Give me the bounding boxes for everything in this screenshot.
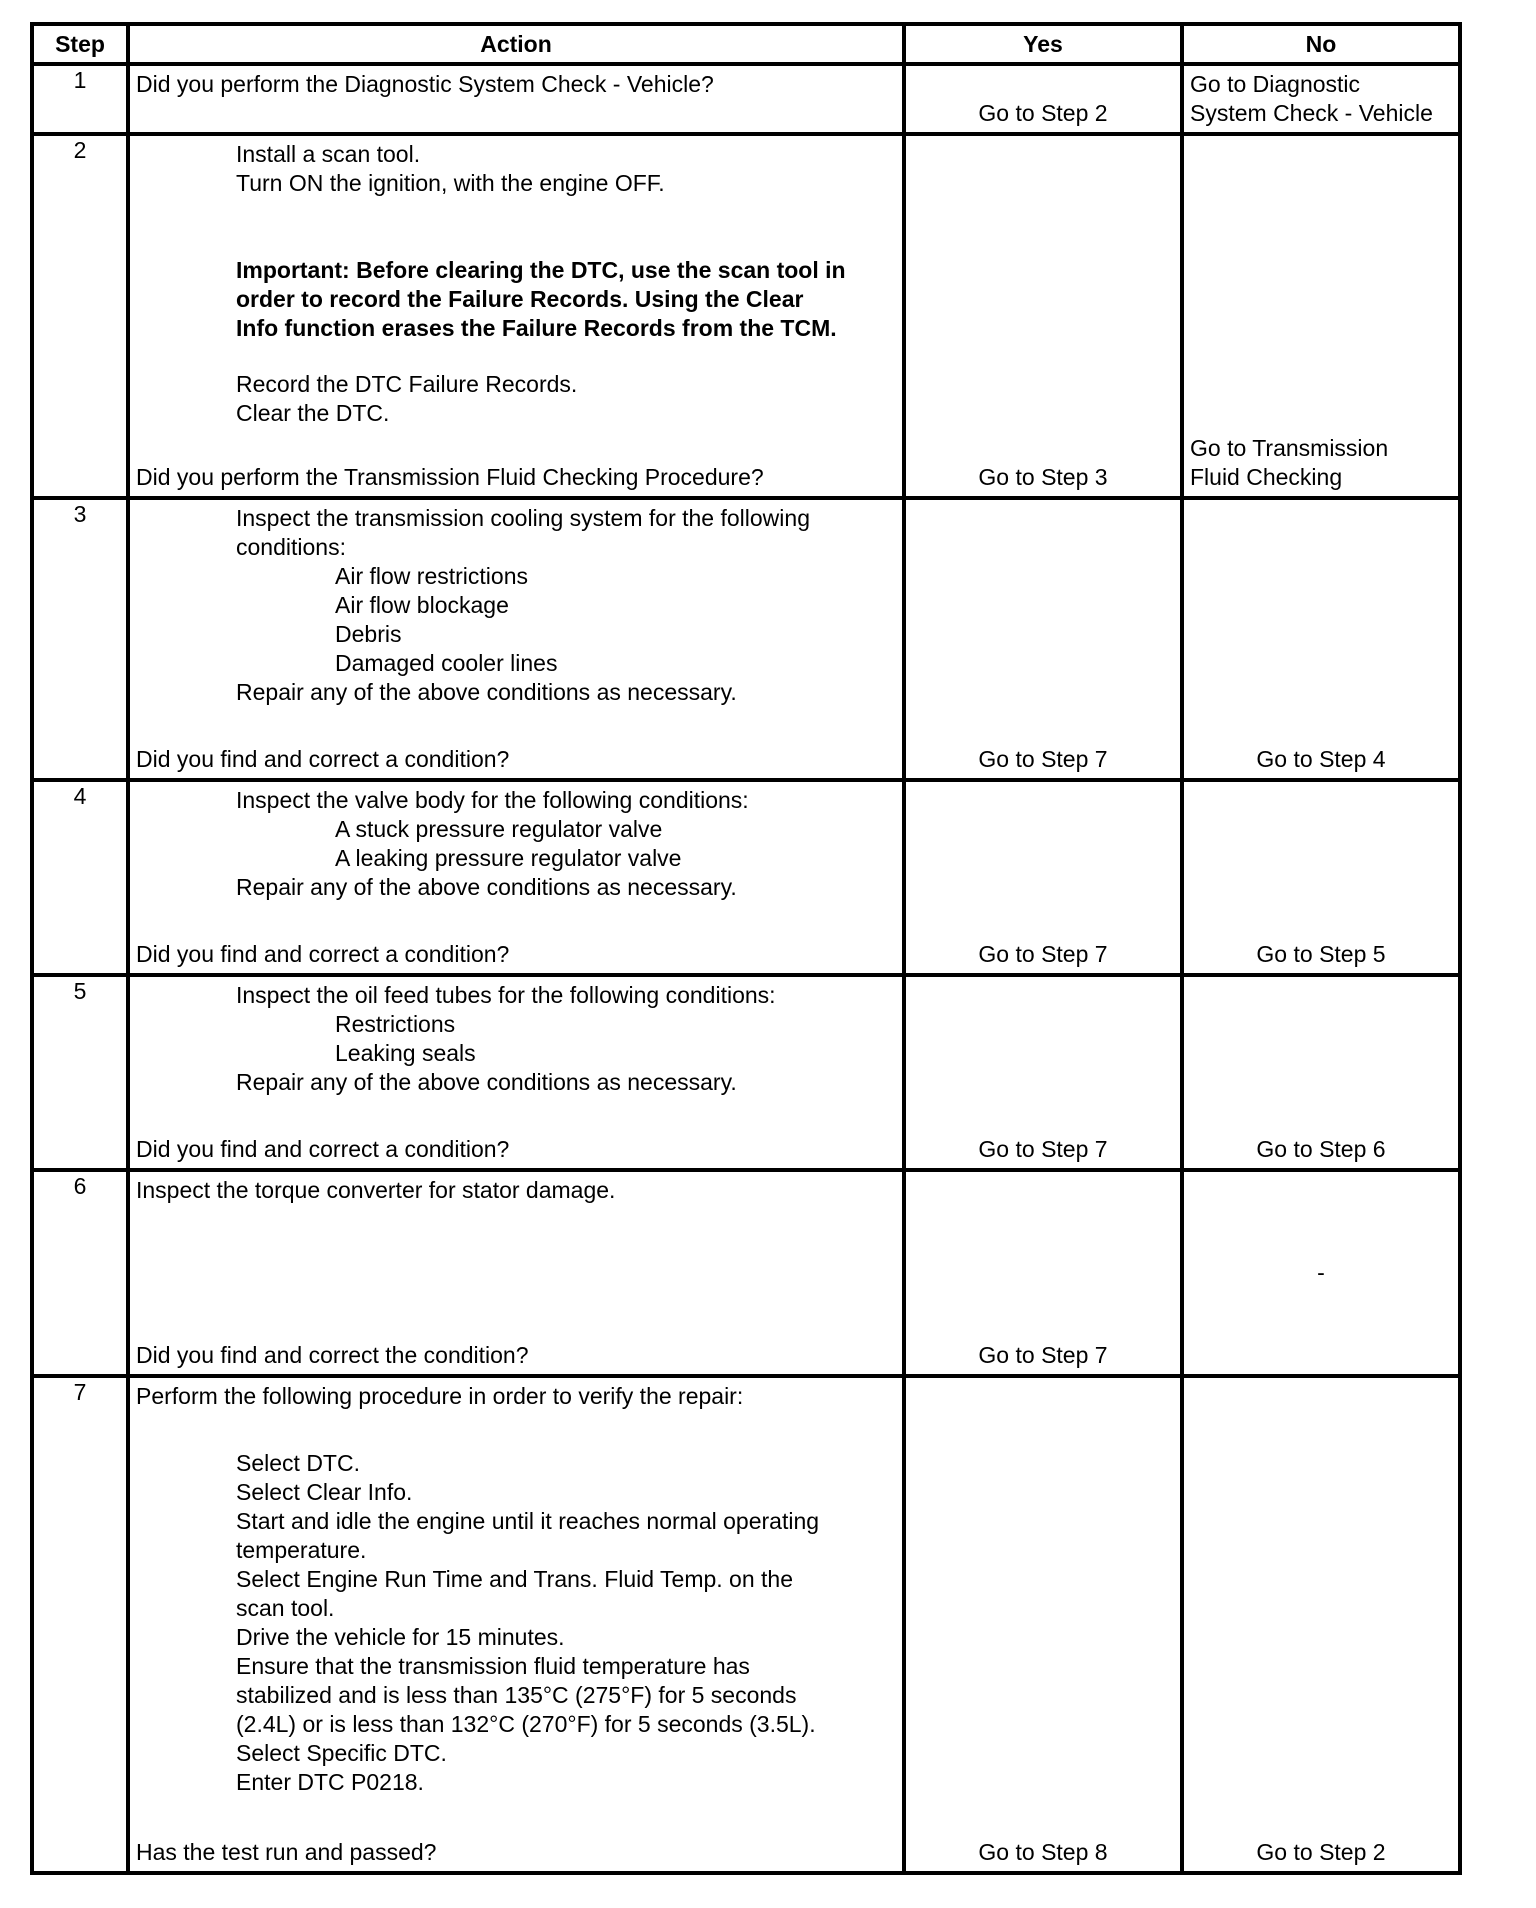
instruction-line: Record the DTC Failure Records. (236, 371, 578, 397)
condition-item: Leaking seals (335, 1040, 476, 1066)
no-cell (1182, 780, 1460, 975)
no-cell (1182, 1170, 1460, 1376)
yes-result: Go to Step 7 (978, 746, 1108, 772)
table-row (32, 1376, 1460, 1873)
diagnostic-table (30, 22, 1462, 1875)
no-cell (1182, 498, 1460, 780)
step-number: 1 (32, 64, 128, 134)
procedure-line: Select Clear Info. (236, 1479, 413, 1505)
no-cell (1182, 64, 1460, 134)
important-note-line: Info function erases the Failure Records from the TCM. (236, 315, 837, 341)
action-cell (128, 1376, 904, 1873)
procedure-line: scan tool. (236, 1595, 335, 1621)
yes-result: Go to Step 7 (978, 1342, 1108, 1368)
instruction-line: Clear the DTC. (236, 400, 390, 426)
procedure-line: Select Specific DTC. (236, 1740, 447, 1766)
action-cell (128, 975, 904, 1170)
action-question: Has the test run and passed? (136, 1839, 437, 1865)
action-question: Did you find and correct the condition? (136, 1342, 529, 1368)
instruction-line: Inspect the valve body for the following conditions: (236, 787, 749, 813)
table-row (32, 975, 1460, 1170)
no-cell (1182, 134, 1460, 498)
no-result: Go to Step 6 (1256, 1136, 1386, 1162)
table-row (32, 64, 1460, 134)
condition-item: A leaking pressure regulator valve (335, 845, 682, 871)
yes-cell (904, 64, 1182, 134)
no-result: - (1317, 1259, 1325, 1286)
condition-item: A stuck pressure regulator valve (335, 816, 663, 842)
yes-cell (904, 975, 1182, 1170)
condition-item: Air flow restrictions (335, 563, 528, 589)
no-cell (1182, 975, 1460, 1170)
action-question: Did you perform the Diagnostic System Check - Vehicle? (136, 71, 714, 97)
action-instructions (130, 981, 776, 1097)
instruction-line: Inspect the transmission cooling system for the following (236, 505, 810, 531)
procedure-line: Start and idle the engine until it reaches normal operating (236, 1508, 820, 1534)
action-instructions (130, 786, 749, 902)
instruction-line: Inspect the oil feed tubes for the following conditions: (236, 982, 776, 1008)
yes-cell (904, 780, 1182, 975)
procedure-line: temperature. (236, 1537, 367, 1563)
step-number: 2 (32, 134, 128, 498)
step-number: 4 (32, 780, 128, 975)
yes-cell (904, 1376, 1182, 1873)
procedure-line: Select DTC. (236, 1450, 360, 1476)
header-row (32, 24, 1460, 64)
no-result (1190, 70, 1433, 128)
action-cell (128, 134, 904, 498)
no-result: Go to Step 4 (1256, 746, 1386, 772)
action-instruction: Inspect the torque converter for stator damage. (136, 1177, 616, 1203)
action-cell (128, 498, 904, 780)
action-question: Did you perform the Transmission Fluid Checking Procedure? (136, 464, 764, 490)
table-row (32, 498, 1460, 780)
procedure-line: Ensure that the transmission fluid temperature has (236, 1653, 750, 1679)
yes-result: Go to Step 2 (978, 100, 1108, 126)
instruction-line: conditions: (236, 534, 346, 560)
procedure-line: Select Engine Run Time and Trans. Fluid Temp. on the (236, 1566, 793, 1592)
no-result-line: Go to Diagnostic (1190, 71, 1361, 97)
header-action: Action (128, 24, 904, 64)
condition-item: Air flow blockage (335, 592, 509, 618)
important-note-line: Important: Before clearing the DTC, use the scan tool in (236, 257, 846, 283)
header-step: Step (32, 24, 128, 64)
action-cell (128, 780, 904, 975)
header-no: No (1182, 24, 1460, 64)
action-question: Did you find and correct a condition? (136, 941, 510, 967)
no-result: Go to Step 5 (1256, 941, 1386, 967)
instruction-line: Install a scan tool. (236, 141, 421, 167)
procedure-line: stabilized and is less than 135°C (275°F) for 5 seconds (236, 1682, 797, 1708)
instruction-line: Turn ON the ignition, with the engine OFF. (236, 170, 665, 196)
instruction-line: Repair any of the above conditions as necessary. (236, 679, 737, 705)
action-question: Did you find and correct a condition? (136, 746, 510, 772)
instruction-line: Perform the following procedure in order to verify the repair: (136, 1383, 744, 1409)
no-result (1190, 434, 1388, 492)
step-number: 3 (32, 498, 128, 780)
procedure-line: Enter DTC P0218. (236, 1769, 424, 1795)
procedure-line: (2.4L) or is less than 132°C (270°F) for 5 seconds (3.5L). (236, 1711, 816, 1737)
condition-item: Restrictions (335, 1011, 456, 1037)
condition-item: Debris (335, 621, 402, 647)
no-result-line: Fluid Checking (1190, 464, 1343, 490)
procedure-line: Drive the vehicle for 15 minutes. (236, 1624, 565, 1650)
yes-cell (904, 134, 1182, 498)
step-number: 7 (32, 1376, 128, 1873)
table-row (32, 134, 1460, 498)
instruction-line: Repair any of the above conditions as necessary. (236, 1069, 737, 1095)
action-cell (128, 1170, 904, 1376)
action-cell (128, 64, 904, 134)
yes-cell (904, 1170, 1182, 1376)
yes-result: Go to Step 8 (978, 1839, 1108, 1865)
action-instructions (130, 504, 810, 707)
table-row (32, 1170, 1460, 1376)
step-number: 6 (32, 1170, 128, 1376)
important-note-line: order to record the Failure Records. Using the Clear (236, 286, 804, 312)
step-number: 5 (32, 975, 128, 1170)
instruction-line: Repair any of the above conditions as necessary. (236, 874, 737, 900)
no-result-line: System Check - Vehicle (1190, 100, 1433, 126)
yes-result: Go to Step 3 (978, 464, 1108, 490)
action-instructions (136, 1382, 819, 1797)
yes-result: Go to Step 7 (978, 1136, 1108, 1162)
header-yes: Yes (904, 24, 1182, 64)
action-question: Did you find and correct a condition? (136, 1136, 510, 1162)
table-row (32, 780, 1460, 975)
no-result: Go to Step 2 (1256, 1839, 1386, 1865)
yes-cell (904, 498, 1182, 780)
yes-result: Go to Step 7 (978, 941, 1108, 967)
condition-item: Damaged cooler lines (335, 650, 558, 676)
action-instructions (130, 140, 846, 428)
no-result-line: Go to Transmission (1190, 435, 1389, 461)
no-cell (1182, 1376, 1460, 1873)
